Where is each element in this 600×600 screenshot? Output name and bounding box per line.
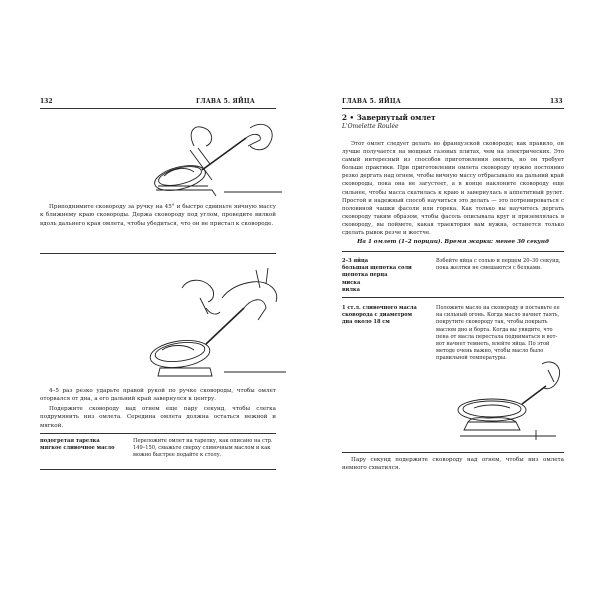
- step-rule-2: [342, 452, 564, 453]
- page-number-right: 133: [550, 98, 563, 105]
- ingredient-pan-size: дна около 18 см: [342, 319, 390, 326]
- running-head-right: ГЛАВА 5. ЯЙЦА: [342, 98, 401, 105]
- illustration-pan-tilted: [150, 120, 285, 198]
- ingredient-salt: большая щепотка соли: [342, 265, 412, 272]
- instruction-paragraph-3: Подержите сковороду над огнем еще пару секунд, чтобы слегка подрумянить низ омлета. Середина омлета должна остаться нежной и мягкой.: [40, 406, 276, 429]
- ingredient-warm-plate: подогретая тарелка: [40, 438, 100, 444]
- illustration-pan-tapping: [140, 268, 290, 386]
- header-rule-right: [342, 108, 564, 109]
- ingredient-bowl: миска: [342, 279, 361, 286]
- instruction-paragraph-2: 4–5 раз резко ударьте правой рукой по ручке сковороды, чтобы омлет оторвался от дна, а его дальний край завернулся к центру.: [40, 388, 276, 403]
- recipe-subtitle: L'Omelette Roulée: [342, 123, 399, 130]
- ingredient-list-eggs: [342, 258, 434, 294]
- section-rule-1: [40, 253, 276, 254]
- ingredient-pan: сковорода с диаметром: [342, 312, 413, 319]
- ingredient-fork: вилка: [342, 286, 360, 293]
- ingredient-eggs: 2–3 яйца: [342, 258, 369, 264]
- ingredient-soft-butter: мягкое сливочное масло: [40, 445, 115, 451]
- instruction-paragraph-1: Приподнимите сковороду за ручку на 45° и быстро сдвиньте яичную массу к ближнему краю сковороды. Держа сковороду под углом, проведите вилкой вдоль дальнего края омлета, чтобы убедиться, что он не пристал к сковороде.: [40, 204, 276, 227]
- yield-time-line: На 1 омлет (1–2 порции). Время жарки: менее 30 секунд: [357, 239, 549, 245]
- final-paragraph: Пару секунд подержите сковороду над огнем, чтобы низ омлета немного схватился.: [342, 457, 564, 472]
- illustration-pan-on-burner: [438, 360, 573, 448]
- ingredient-pepper: щепотка перца: [342, 272, 388, 279]
- running-head-left: ГЛАВА 5. ЯЙЦА: [196, 98, 255, 105]
- recipe-title: 2 • Завернутый омлет: [342, 113, 436, 122]
- right-page: [300, 0, 600, 600]
- header-rule-left: [40, 108, 276, 109]
- section-rule-2: [40, 433, 276, 434]
- step-beat-eggs: Взбейте яйца с солью и перцем 20–30 секунд, пока желтки не смешаются с белками.: [436, 258, 561, 272]
- step-serve-text: Переложите омлет на тарелку, как описано на стр. 149–150, смажьте сверху сливочным маслом и как можно быстрее подайте к столу.: [133, 438, 273, 459]
- yield-rule: [342, 251, 564, 252]
- ingredient-list-butter: [342, 305, 434, 327]
- step-heat-butter: Положите масло на сковороду и поставьте ее на сильный огонь. Когда масло начнет таять, покрутите сковороду так, чтобы покрыть маслом дно и борта. Когда вы увидите, что пена от масла перестала подниматься и вот-вот начнет темнеть, влейте яйца. По этой методе очень важно, чтобы масло было правильной температуры.: [436, 305, 560, 362]
- page-number-left: 132: [40, 98, 53, 105]
- recipe-intro-paragraph: Этот омлет следует делать во французской сковороде; как правило, он лучше получается на мощных газовых плитах, чем на электрических. Это самый интересный из способов приготовления омлета, но он требует больше практики. При приготовлении омлета сковороду нужно постоянно резко дергать над огнем, чтобы вичную массу отбрасывало на дальний край сковороды, пока она не загустеет, а в конце наклоните сковороду еще сильнее, чтобы масса скатилась к краю и завернулась в аппетитный рулет. Простой и надежный способ научиться это делать — это потренироваться с половиной чашки фасоли или горека. Как только вы научитесь дергать сковороду таким образом, чтобы фасоль описывала круг и приземлялась в сковороду, вы поймете, какая траектория вам нужна, останется только сделать рывок резче и жестче.: [342, 141, 564, 237]
- section-rule-3: [40, 469, 276, 470]
- step-rule-1: [342, 297, 564, 298]
- ingredient-butter: 1 ст.л. сливочного масла: [342, 305, 417, 311]
